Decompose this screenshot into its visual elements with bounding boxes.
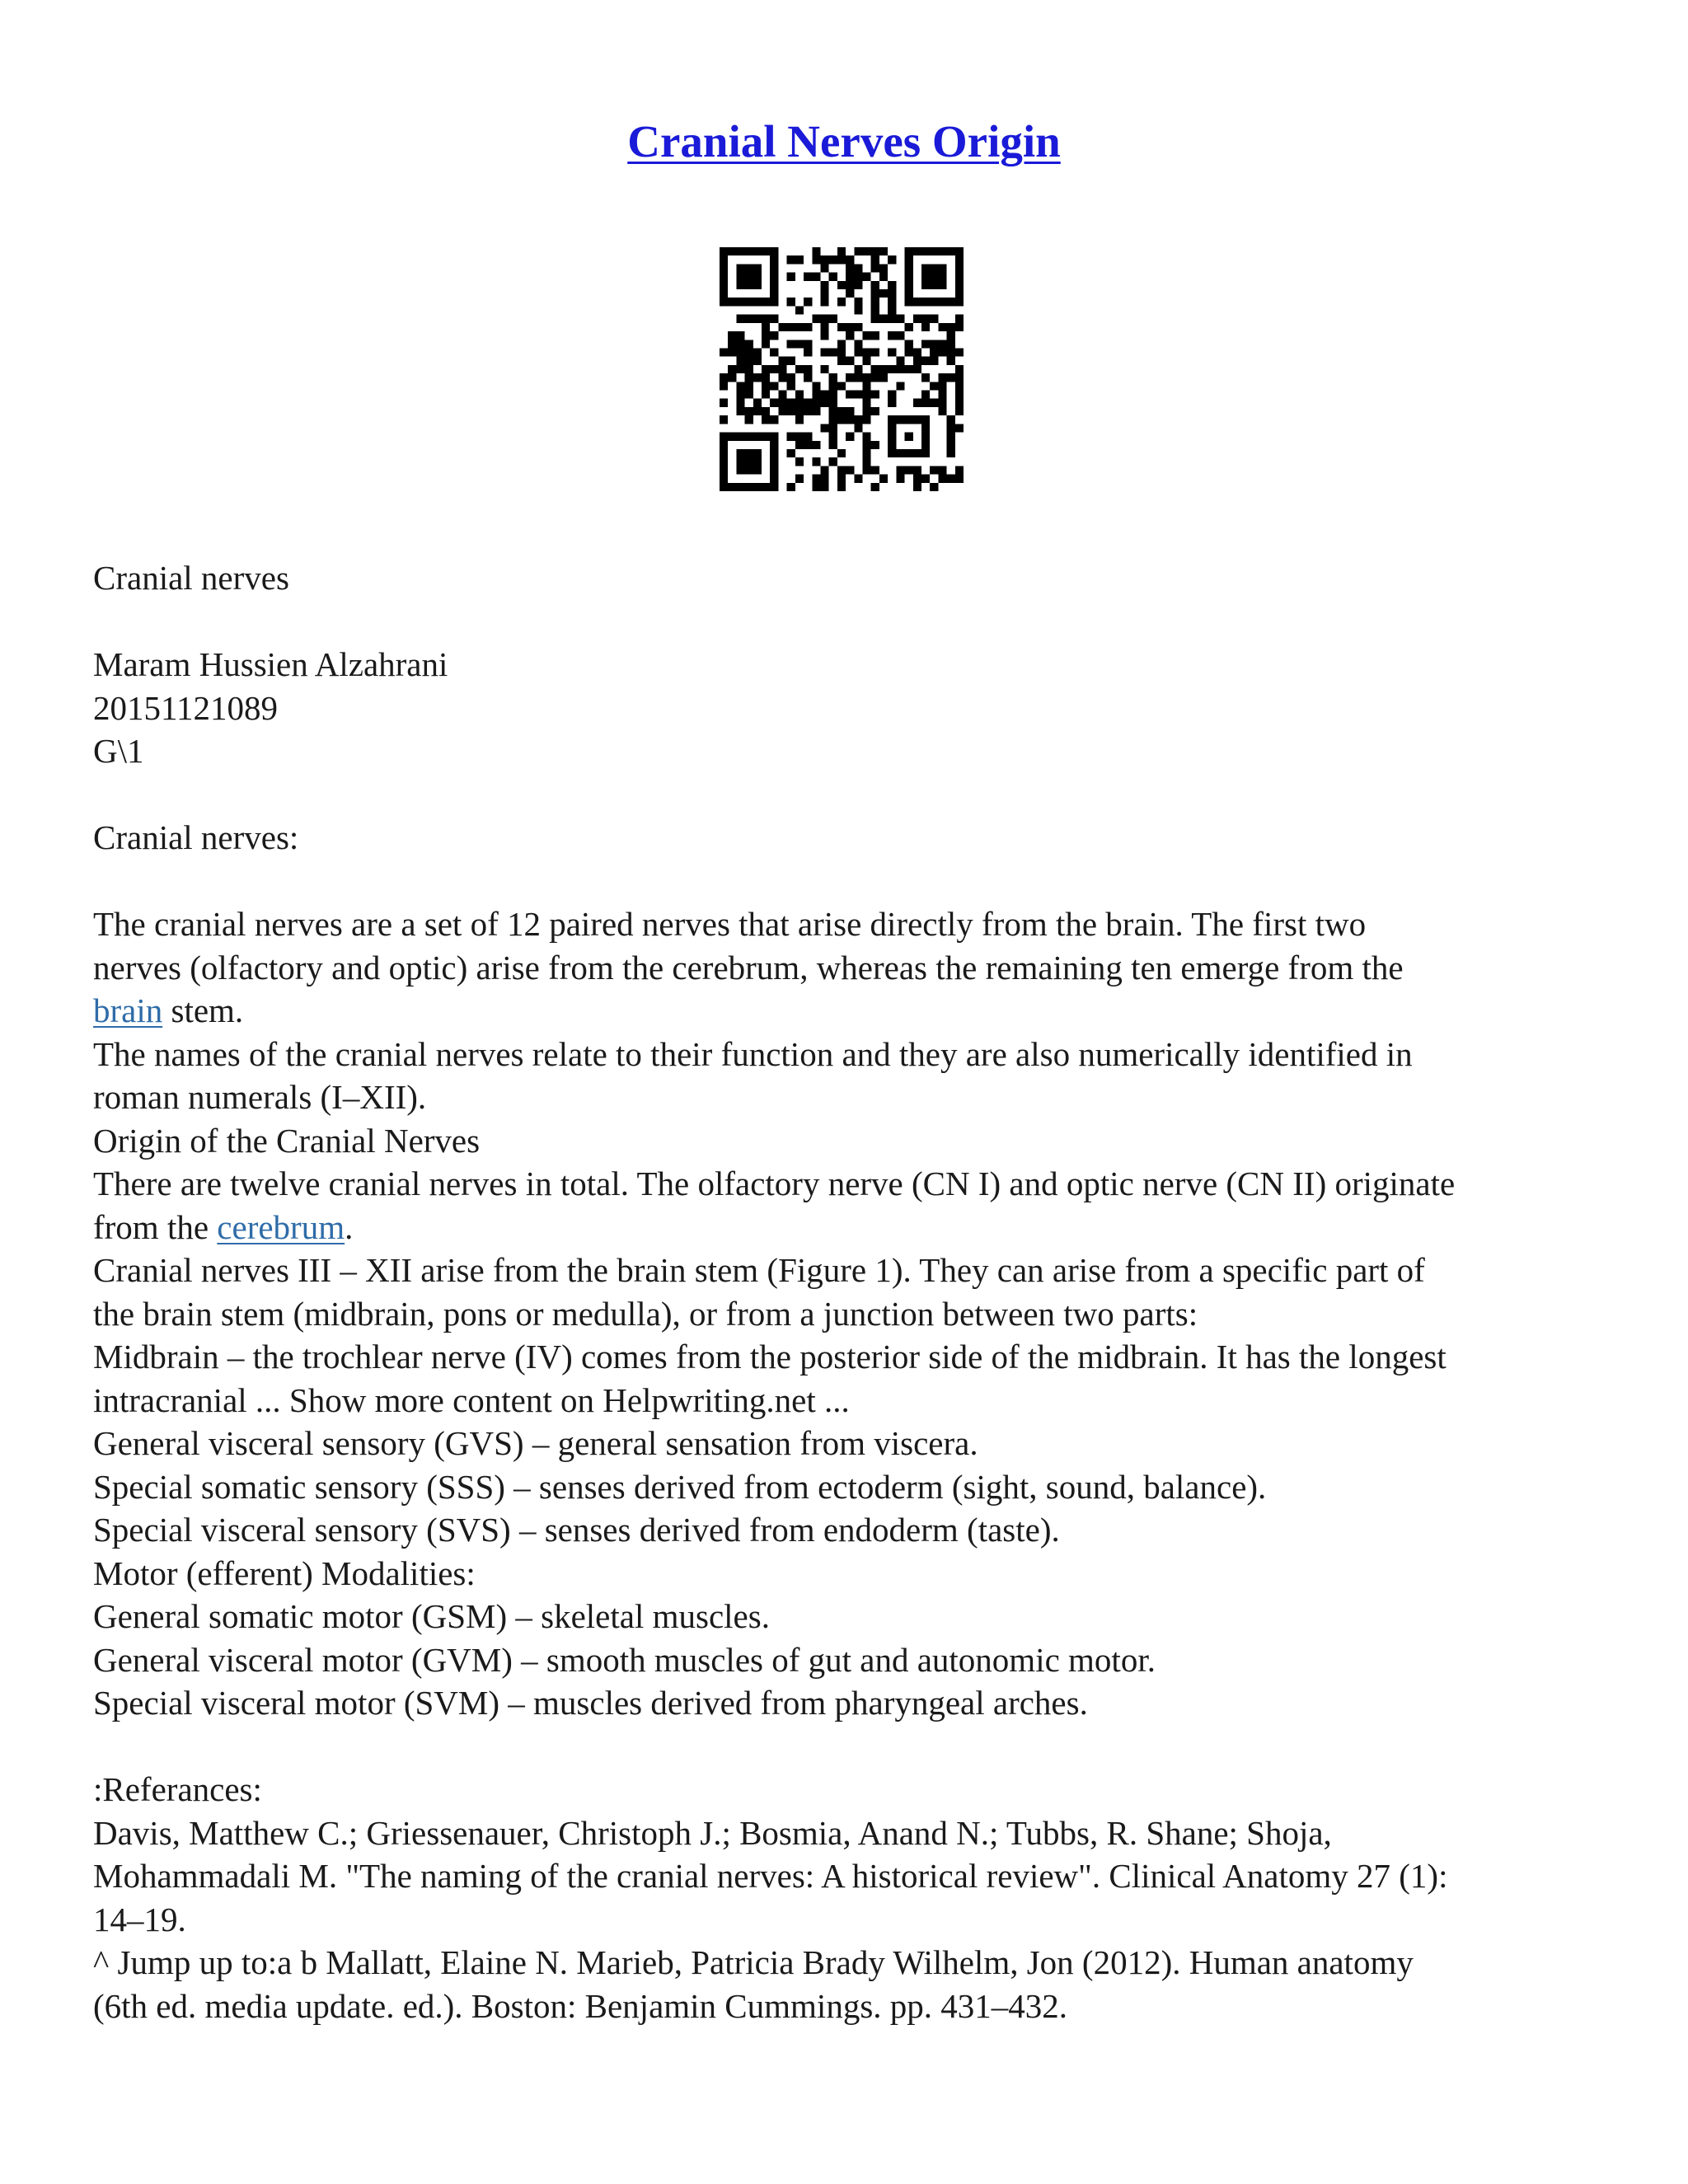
text-line: roman numerals (I–XII). <box>93 1078 427 1116</box>
reference-2 <box>93 1941 1601 2027</box>
text-segment: . <box>345 1207 354 1246</box>
paragraph-intro <box>93 902 1601 1033</box>
qr-code-icon <box>720 247 964 491</box>
modality-gsm: General somatic motor (GSM) – skeletal muscles. <box>93 1597 770 1635</box>
text-line <box>93 989 1601 1033</box>
section-heading: Cranial nerves: <box>93 818 299 856</box>
modality-sss: Special somatic sensory (SSS) – senses derived from ectoderm (sight, sound, balance). <box>93 1467 1267 1506</box>
paragraph-names <box>93 1033 1601 1119</box>
text-line: The cranial nerves are a set of 12 paired nerves that arise directly from the brain. The first two <box>93 905 1367 943</box>
reference-1 <box>93 1811 1601 1942</box>
modality-svm: Special visceral motor (SVM) – muscles derived from pharyngeal arches. <box>93 1684 1088 1722</box>
origin-heading: Origin of the Cranial Nerves <box>93 1121 481 1160</box>
title-container <box>0 115 1688 167</box>
text-line: Mohammadali M. "The naming of the cranial nerves: A historical review". Clinical Anatomy 27 (1): <box>93 1857 1448 1895</box>
text-segment: from the <box>93 1207 218 1246</box>
text-line: the brain stem (midbrain, pons or medulla), or from a junction between two parts: <box>93 1294 1198 1333</box>
modality-gvs: General visceral sensory (GVS) – general sensation from viscera. <box>93 1424 978 1462</box>
text-line: Davis, Matthew C.; Griessenauer, Christoph J.; Bosmia, Anand N.; Tubbs, R. Shane; Shoja, <box>93 1813 1332 1852</box>
modality-gvm: General visceral motor (GVM) – smooth muscles of gut and autonomic motor. <box>93 1640 1156 1679</box>
text-line: ^ Jump up to:a b Mallatt, Elaine N. Marieb, Patricia Brady Wilhelm, Jon (2012). Human anatomy <box>93 1943 1414 1981</box>
modality-svs: Special visceral sensory (SVS) – senses derived from endoderm (taste). <box>93 1511 1060 1549</box>
text-line: (6th ed. media update. ed.). Boston: Benjamin Cummings. pp. 431–432. <box>93 1986 1068 2025</box>
text-line: intracranial ... Show more content on Helpwriting.net ... <box>93 1380 850 1419</box>
text-line: Midbrain – the trochlear nerve (IV) comes from the posterior side of the midbrain. It has the longest <box>93 1338 1447 1376</box>
text-line: nerves (olfactory and optic) arise from the cerebrum, whereas the remaining ten emerge from the <box>93 948 1404 987</box>
paragraph-brainstem <box>93 1249 1601 1335</box>
text-line <box>93 1206 1601 1249</box>
motor-modalities-heading: Motor (efferent) Modalities: <box>93 1554 476 1592</box>
document-body <box>93 556 1601 2027</box>
group-label: G\1 <box>93 732 144 770</box>
cerebrum-link[interactable]: cerebrum <box>217 1207 345 1246</box>
paragraph-origin <box>93 1162 1601 1249</box>
student-id: 20151121089 <box>93 688 278 727</box>
references-heading: :Referances: <box>93 1770 262 1808</box>
brain-link[interactable]: brain <box>93 991 163 1029</box>
page-title[interactable]: Cranial Nerves Origin <box>627 116 1061 166</box>
text-line: The names of the cranial nerves relate to their function and they are also numerically identified in <box>93 1034 1413 1073</box>
text-line: 14–19. <box>93 1900 186 1938</box>
text-segment: stem. <box>162 991 244 1029</box>
paragraph-midbrain <box>93 1335 1601 1422</box>
author-name: Maram Hussien Alzahrani <box>93 645 448 683</box>
topic-line: Cranial nerves <box>93 559 289 597</box>
text-line: There are twelve cranial nerves in total. The olfactory nerve (CN I) and optic nerve (CN II) originate <box>93 1165 1456 1202</box>
text-line: Cranial nerves III – XII arise from the brain stem (Figure 1). They can arise from a specific part of <box>93 1251 1425 1289</box>
